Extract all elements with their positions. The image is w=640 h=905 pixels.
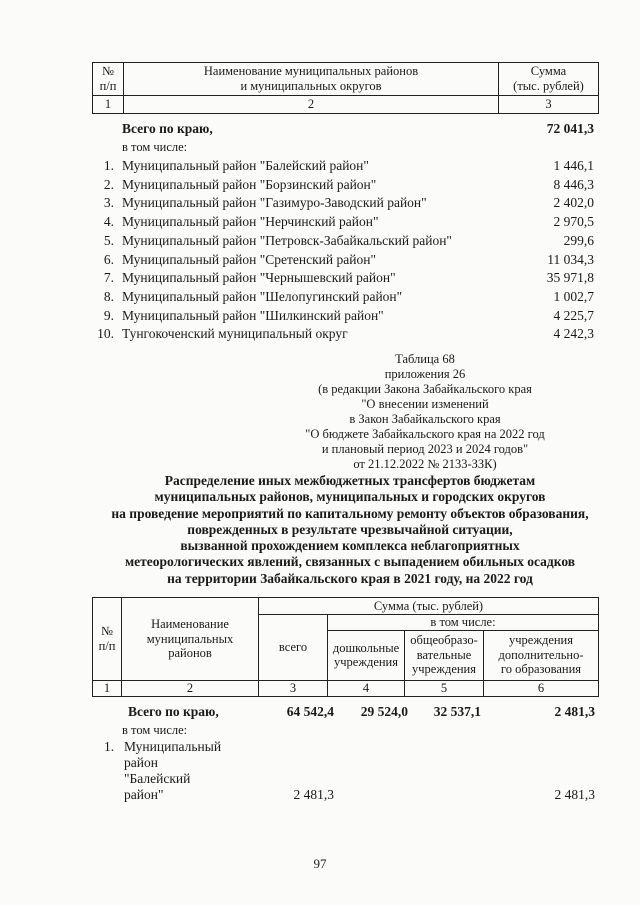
- t1-row-num: 6.: [103, 251, 114, 267]
- title-line: вызванной прохождением комплекса неблагоприятных: [180, 538, 520, 554]
- caption-line: в Закон Забайкальского края: [349, 412, 501, 426]
- t1-row-name: Муниципальный район "Борзинский район": [122, 176, 377, 192]
- t2-incl-header: в том числе:: [328, 615, 599, 631]
- title-line: поврежденных в результате чрезвычайной ситуации,: [187, 521, 513, 537]
- t1-index-3: 3: [499, 96, 599, 114]
- t1-row-sum: 1 002,7: [553, 288, 594, 304]
- t2-index-4: 4: [328, 680, 405, 696]
- t1-row-num: 9.: [103, 307, 114, 323]
- t1-row: [0, 195, 640, 215]
- t2-total-all: 64 542,4: [286, 704, 334, 719]
- t2-row-num: 1.: [104, 739, 115, 754]
- t1-col-name-header: Наименование муниципальных районов и муниципальных округов: [124, 63, 499, 96]
- caption-line: от 21.12.2022 № 2133-ЗЗК): [353, 457, 497, 471]
- caption-line: приложения 26: [384, 367, 466, 381]
- t1-row-num: 3.: [103, 195, 114, 211]
- t1-row-sum: 299,6: [563, 232, 594, 248]
- document-title: [60, 473, 640, 587]
- t1-row-sum: 4 225,7: [553, 307, 594, 323]
- t1-row: [0, 177, 640, 197]
- t1-row-name: Муниципальный район "Шилкинский район": [122, 307, 384, 323]
- table2-header: [92, 597, 599, 697]
- t1-row-name: Муниципальный район "Чернышевский район": [122, 270, 396, 286]
- table-caption: [240, 352, 610, 472]
- table1-header: [92, 62, 599, 114]
- t1-row: [0, 326, 640, 346]
- t2-incl-label: в том числе:: [122, 723, 188, 737]
- t1-row-num: 10.: [97, 326, 114, 342]
- title-line: на проведение мероприятий по капитальному ремонту объектов образования,: [111, 505, 589, 521]
- t1-index-1: 1: [93, 96, 124, 114]
- t1-row-name: Муниципальный район "Нерчинский район": [122, 214, 379, 230]
- t1-incl-label: в том числе:: [122, 140, 188, 154]
- t1-row-sum: 11 034,3: [547, 251, 594, 267]
- t1-row: [0, 214, 640, 234]
- t1-row: [0, 158, 640, 178]
- t1-row-name: Муниципальный район "Балейский район": [122, 158, 369, 173]
- t2-index-3: 3: [259, 680, 328, 696]
- t1-row: [0, 252, 640, 272]
- t1-row-sum: 2 970,5: [553, 214, 594, 230]
- title-line: Распределение иных межбюджетных трансфертов бюджетам: [164, 473, 536, 488]
- t1-row-num: 5.: [103, 232, 114, 248]
- t1-row-num: 4.: [103, 214, 114, 230]
- t1-row-name: Муниципальный район "Газимуро-Заводский район": [122, 195, 427, 211]
- caption-line: (в редакции Закона Забайкальского края: [318, 382, 532, 396]
- caption-line: "О бюджете Забайкальского края на 2022 год: [305, 427, 545, 441]
- t1-row: [0, 289, 640, 309]
- t1-row-sum: 8 446,3: [553, 176, 594, 192]
- t2-row-total: 2 481,3: [293, 787, 334, 802]
- t1-total-label: Всего по краю,: [122, 121, 213, 136]
- t1-total-row: [0, 121, 640, 141]
- caption-line: и плановый период 2023 и 2024 годов": [321, 442, 529, 456]
- t1-row-name: Муниципальный район "Шелопугинский район": [122, 288, 403, 304]
- t1-row-sum: 4 242,3: [553, 326, 594, 342]
- t1-col-num-header: № п/п: [93, 63, 124, 96]
- t2-col-additional-header: учреждения дополнительно- го образования: [484, 630, 599, 680]
- t2-index-1: 1: [93, 680, 122, 696]
- title-line: муниципальных районов, муниципальных и городских округов: [154, 489, 546, 505]
- t2-sum-header: Сумма (тыс. рублей): [259, 598, 599, 615]
- t2-col-general-header: общеобразо- вательные учреждения: [405, 630, 484, 680]
- caption-line: Таблица 68: [395, 352, 455, 366]
- t1-row-num: 2.: [103, 176, 114, 192]
- t2-row-additional: 2 481,3: [554, 787, 595, 802]
- t1-row-num: 1.: [103, 158, 114, 173]
- t2-col-name-header: Наименование муниципальных районов: [122, 598, 259, 681]
- t2-index-6: 6: [484, 680, 599, 696]
- t2-total-additional: 2 481,3: [554, 704, 595, 719]
- t2-col-num-header: № п/п: [93, 598, 122, 681]
- t1-row: [0, 308, 640, 328]
- page-number: 97: [313, 856, 327, 871]
- title-line: на территории Забайкальского края в 2021 году, на 2022 год: [167, 570, 533, 586]
- t1-incl-row: [0, 140, 640, 160]
- t1-row-name: Муниципальный район "Сретенский район": [122, 251, 376, 267]
- t1-row-num: 7.: [103, 270, 114, 286]
- t2-col-total-header: всего: [259, 615, 328, 681]
- t2-total-label: Всего по краю,: [128, 704, 219, 719]
- t1-row-sum: 1 446,1: [553, 158, 594, 173]
- t1-row-name: Тунгокоченский муниципальный округ: [122, 326, 348, 342]
- caption-line: "О внесении изменений: [361, 397, 489, 411]
- title-line: метеорологических явлений, связанных с выпадением обильных осадков: [124, 554, 576, 570]
- t2-col-preschool-header: дошкольные учреждения: [328, 630, 405, 680]
- t1-row-sum: 35 971,8: [546, 270, 594, 286]
- t2-total-preschool: 29 524,0: [360, 704, 408, 719]
- t1-index-2: 2: [124, 96, 499, 114]
- t1-col-sum-header: Сумма (тыс. рублей): [499, 63, 599, 96]
- t2-total-general: 32 537,1: [433, 704, 481, 719]
- t1-row: [0, 270, 640, 290]
- t1-total-value: 72 041,3: [546, 121, 594, 136]
- t1-row-num: 8.: [103, 288, 114, 304]
- t2-index-2: 2: [122, 680, 259, 696]
- t1-row-sum: 2 402,0: [553, 195, 594, 211]
- t2-row-name: Муниципальный район "Балейский район": [124, 739, 222, 802]
- t2-index-5: 5: [405, 680, 484, 696]
- t1-row: [0, 233, 640, 253]
- t1-row-name: Муниципальный район "Петровск-Забайкальский район": [122, 232, 452, 248]
